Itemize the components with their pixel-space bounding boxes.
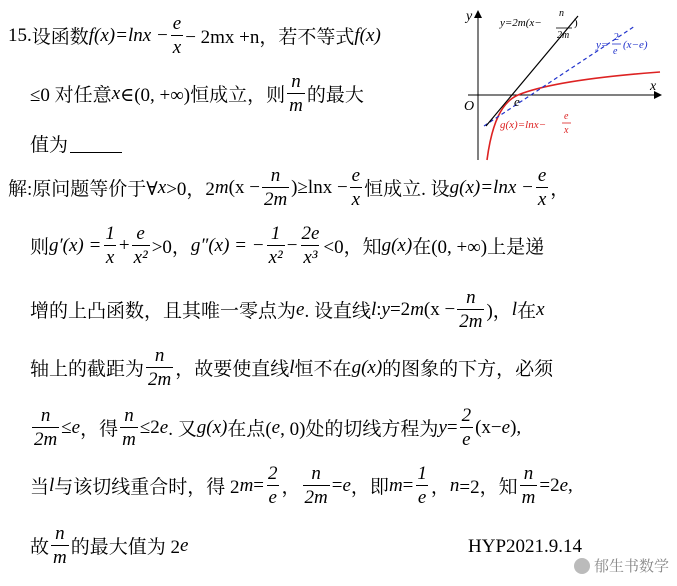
- watermark-logo-icon: [574, 558, 590, 574]
- point-e-label: e: [514, 94, 520, 109]
- tangent-label: y=: [596, 39, 609, 51]
- curve-label-den: x: [564, 125, 569, 136]
- line-l-label-end: ): [574, 17, 578, 29]
- y-axis-label: y: [466, 9, 473, 24]
- origin-label: O: [464, 99, 475, 114]
- x-axis-label: x: [650, 79, 657, 94]
- problem-line-3: 值为: [30, 130, 122, 157]
- watermark: 郁生书数学: [574, 555, 669, 576]
- tangent-label-num: 2: [614, 32, 619, 43]
- problem-line-2: ≤0 对任意 x ∈(0, +∞)恒成立，则 n m 的最大: [30, 71, 364, 116]
- solution-line-7: 故 n m 的最大值为 2 e: [30, 523, 189, 568]
- signature: HYP2021.9.14: [468, 536, 583, 557]
- curve-g: [487, 72, 660, 160]
- solution-line-4: 轴上的截距为 n 2m ，故要使直线 l 恒不在 g(x) 的图象的下方，必须: [30, 345, 554, 390]
- answer-blank: [70, 134, 122, 153]
- solution-line-3: 增的上凸函数，且其唯一零点为 e . 设直线 l : y =2 m (x − $\frac{n}{2m}$ )， l 在 x: [30, 287, 545, 332]
- curve-label: g(x)=lnx−: [500, 119, 546, 131]
- solution-line-5: $\frac{n}{2m}$ ≤ e ，得 $\frac{n}{m}$ ≤2 e . 又 g(x) 在点( e , 0)处的切线方程为 y = $\frac{2}{e}$ (x− e ),: [34, 405, 522, 450]
- line-l-label: y=2m(x−: [500, 17, 542, 29]
- frac-n-over-m: n m: [289, 71, 303, 116]
- tangent-label-den: e: [613, 46, 618, 57]
- frac-e-over-x: $\frac{e}{x}$: [172, 13, 182, 58]
- curve-label-num: e: [564, 111, 569, 122]
- function-graph: [460, 2, 670, 162]
- solution-line-1: 解:原问题等价于∀ x >0，2 m (x − $\frac{n}{2m}$ )≥lnx − $\frac{e}{x}$ 恒成立. 设 g(x)=lnx − $\frac{e}{x}$ ，: [8, 165, 570, 210]
- solution-line-2: 则 g′(x) = $\frac{1}{x}$ + $\frac{e}{\text{x²}}$ >0， g″(x) = − $\frac{1}{\text{x²}}$ − $\frac{2e}{\text{x³}}$ <0，知 g(x) 在(0, +∞)上是递: [30, 223, 545, 268]
- line-l-label-num: n: [559, 8, 564, 19]
- problem-line-1: 15. 设函数 f(x)=lnx − $\frac{e}{x}$ − 2mx +n，若不等式 f(x): [8, 13, 381, 58]
- solution-line-6: 当 l 与该切线重合时，得 2 m = $\frac{2}{e}$ ， $\frac{n}{2m}$ = e ，即 m = $\frac{1}{e}$ ， n =2，知 $\frac{n}{m}$ =2 e ,: [30, 463, 573, 508]
- tangent-label-end: (x−e): [623, 39, 648, 51]
- line-l-label-den: 2m: [557, 30, 570, 41]
